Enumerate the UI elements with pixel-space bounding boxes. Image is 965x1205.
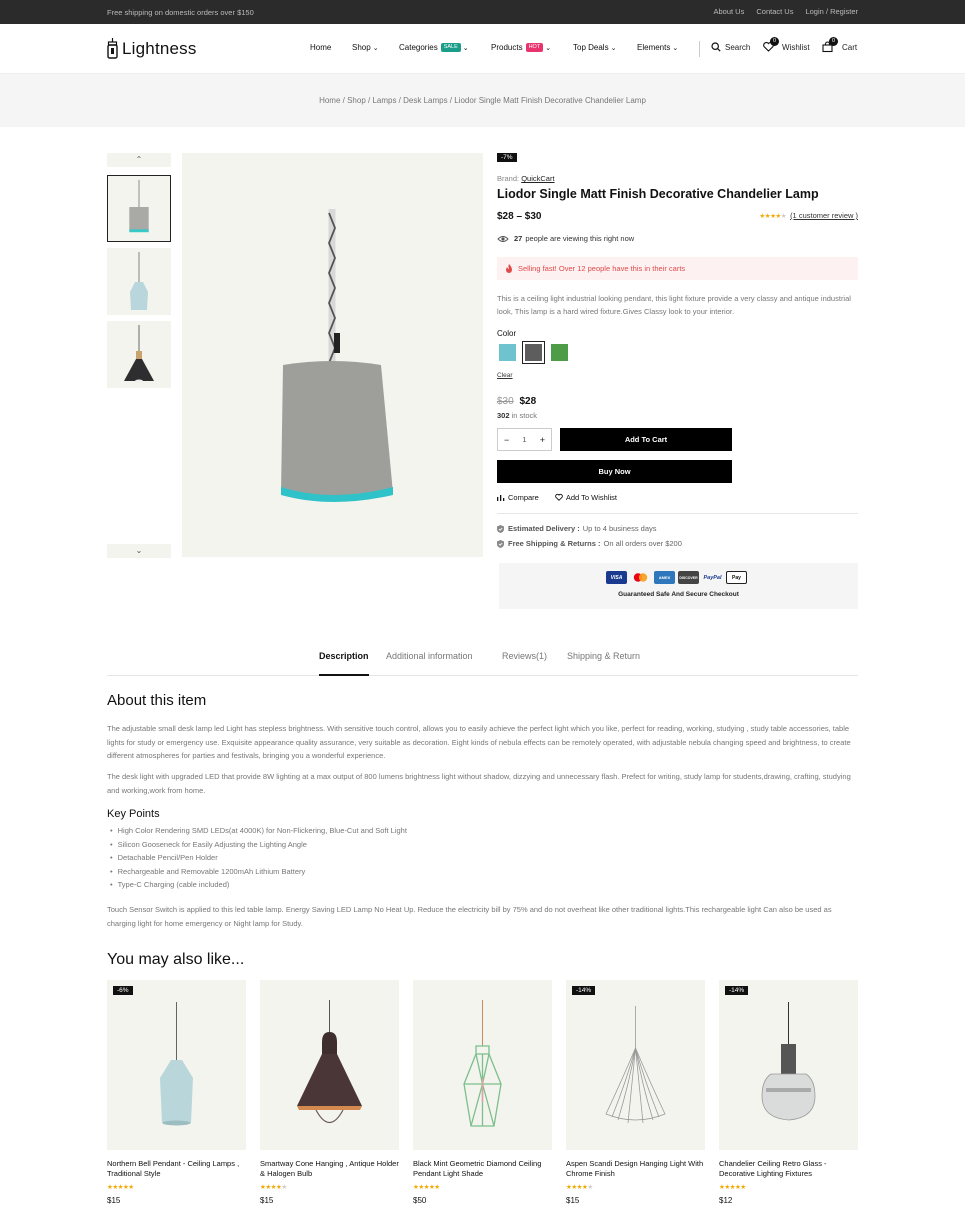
about-paragraph-3: Touch Sensor Switch is applied to this led table lamp. Energy Saving LED Lamp No Heat Up. Reduce the electricity bill by 75% and do not overheat like other traditional lights.This rechargeable light Can also be used as charging light for home emergency or Night lamp for Study. — [107, 905, 832, 928]
viewers-text: people are viewing this right now — [525, 234, 635, 243]
lantern-icon — [107, 38, 118, 60]
search-label: Search — [725, 42, 751, 52]
product-card-name[interactable]: Chandelier Ceiling Retro Glass - Decorative Lighting Fixtures — [719, 1159, 827, 1178]
product-tabs — [107, 645, 858, 676]
discount-badge: -7% — [497, 153, 517, 162]
stock-count: 302 — [497, 411, 510, 420]
brand-line — [497, 174, 555, 183]
fire-icon — [505, 264, 513, 274]
chevron-up-icon: ⌃ — [135, 155, 143, 164]
variant-price — [497, 396, 536, 407]
product-card-name[interactable]: Smartway Cone Hanging , Antique Holder & Halogen Bulb — [260, 1159, 399, 1178]
main-product-image[interactable] — [182, 153, 483, 557]
login-register-link[interactable]: Login / Register — [805, 7, 858, 16]
bell-pendant-image — [107, 980, 246, 1150]
chevron-down-icon: ⌄ — [372, 44, 379, 52]
tab-shipping-return[interactable]: Shipping & Return — [567, 651, 641, 661]
old-price: $30 — [497, 396, 514, 407]
tab-additional-information[interactable]: Additional information — [386, 651, 473, 661]
search-icon — [711, 42, 721, 52]
nav-home-label: Home — [310, 43, 332, 52]
brand-link[interactable]: QuickCart — [521, 174, 555, 183]
top-links — [702, 7, 859, 16]
shield-check-icon — [497, 525, 504, 533]
nav-top-deals-label: Top Deals — [573, 43, 609, 52]
cart-button[interactable] — [822, 38, 858, 52]
related-heading: You may also like... — [107, 951, 245, 968]
bar-chart-icon — [497, 494, 505, 501]
product-rating — [759, 211, 858, 220]
list-item: • Type-C Charging (cable included) — [110, 878, 407, 892]
geometric-cage-pendant-image — [413, 980, 552, 1150]
payment-logos — [606, 571, 747, 584]
list-item: • High Color Rendering SMD LEDs(at 4000K) for Non-Flickering, Blue-Cut and Soft Light — [110, 824, 407, 838]
product-card-name[interactable]: Black Mint Geometric Diamond Ceiling Pendant Light Shade — [413, 1159, 542, 1178]
site-header — [0, 24, 965, 74]
about-paragraph-2: The desk light with upgraded LED that provide 8W lighting at a max output of 800 lumens brightness light without shadow, dizzying and unnecessary flash. Prefect for writing, study lamp for students,drawing, crafting, studying and working,work from home. — [107, 772, 851, 795]
wishlist-count: 0 — [770, 37, 779, 46]
retro-glass-pendant-image — [719, 980, 858, 1150]
minus-icon[interactable]: − — [504, 434, 510, 445]
about-us-link[interactable]: About Us — [713, 7, 745, 16]
product-card-image[interactable] — [719, 980, 858, 1150]
nav-categories-label: Categories — [399, 43, 438, 52]
bag-icon — [822, 38, 836, 52]
product-card-image[interactable] — [260, 980, 399, 1150]
heart-icon — [763, 38, 777, 52]
selling-fast-alert — [497, 257, 858, 280]
star-rating-icon: ★★★★★ — [413, 1184, 440, 1191]
compare-button[interactable] — [497, 493, 539, 502]
promo-text: Free shipping on domestic orders over $150 — [107, 8, 254, 17]
sale-badge: SALE — [441, 43, 461, 52]
chevron-down-icon: ⌄ — [610, 44, 617, 52]
wishlist-button[interactable] — [763, 38, 810, 52]
list-item: • Rechargeable and Removable 1200mAh Lithium Battery — [110, 865, 407, 879]
product-card-image[interactable] — [107, 980, 246, 1150]
secure-caption: Guaranteed Safe And Secure Checkout — [618, 591, 739, 598]
star-rating-icon: ★★★★★ — [260, 1184, 287, 1191]
nav-home[interactable] — [310, 43, 331, 52]
product-card-image[interactable] — [566, 980, 705, 1150]
grey-pendant-lamp-image — [182, 153, 483, 557]
review-link[interactable]: (1 customer review ) — [790, 211, 858, 220]
plus-icon[interactable]: + — [539, 434, 545, 445]
tab-reviews[interactable]: Reviews(1) — [502, 651, 548, 661]
star-rating-icon: ★★★★★ — [719, 1184, 746, 1191]
paypal-logo: PayPal — [702, 571, 723, 584]
delivery-value: Up to 4 business days — [582, 524, 657, 533]
nav-top-deals[interactable] — [573, 43, 616, 52]
product-card-price: $15 — [566, 1196, 580, 1205]
clear-selection-link[interactable]: Clear — [497, 372, 513, 379]
brand-label: Brand: — [497, 174, 520, 183]
compare-label: Compare — [508, 493, 539, 502]
chevron-down-icon: ⌄ — [462, 44, 469, 52]
top-bar — [0, 0, 965, 24]
mastercard-logo — [630, 571, 651, 584]
scandi-pendant-image — [566, 980, 705, 1150]
live-viewers — [497, 234, 634, 243]
add-to-wishlist-button[interactable] — [555, 493, 617, 502]
buy-now-button[interactable]: Buy Now — [497, 460, 732, 483]
active-tab-indicator — [319, 674, 369, 676]
star-rating-icon: ★★★★★ — [566, 1184, 593, 1191]
key-points-list — [110, 824, 407, 892]
discount-badge: -14% — [572, 986, 595, 995]
tab-description[interactable]: Description — [319, 651, 369, 661]
stock-status — [497, 411, 537, 420]
chevron-down-icon: ⌄ — [672, 44, 679, 52]
product-card-name[interactable]: Northern Bell Pendant - Ceiling Lamps , Traditional Style — [107, 1159, 240, 1178]
nav-elements[interactable] — [637, 43, 678, 52]
cart-label: Cart — [842, 42, 858, 52]
black-pendant-thumb — [107, 321, 171, 388]
nav-shop-label: Shop — [352, 43, 371, 52]
star-rating-icon: ★★★★★ — [107, 1184, 134, 1191]
contact-us-link[interactable]: Contact Us — [756, 7, 794, 16]
search-button[interactable] — [711, 42, 750, 52]
short-description: This is a ceiling light industrial looking pendant, this light fixture provide a very classy and antique industrial look, This lamp is a hard wired fixture.Gives Classy look to your interior. — [497, 294, 851, 316]
color-swatch-grey[interactable] — [525, 344, 542, 361]
grey-pendant-thumb — [108, 176, 170, 241]
quantity-stepper — [497, 428, 552, 451]
add-to-cart-button[interactable]: Add To Cart — [560, 428, 732, 451]
cart-count: 0 — [829, 37, 838, 46]
divider — [497, 513, 858, 514]
color-swatch-green[interactable] — [551, 344, 568, 361]
cone-pendant-image — [260, 980, 399, 1150]
free-shipping-returns — [497, 539, 682, 548]
header-divider — [699, 41, 700, 57]
product-card-price: $12 — [719, 1196, 733, 1205]
product-card-name[interactable]: Aspen Scandi Design Hanging Light With Chrome Finish — [566, 1159, 704, 1178]
list-item: • Silicon Gooseneck for Easily Adjusting the Lighting Angle — [110, 838, 407, 852]
logo-text: Lightness — [122, 39, 197, 58]
list-item: • Detachable Pencil/Pen Holder — [110, 851, 407, 865]
discover-logo: DISCOVER — [678, 571, 699, 584]
stock-text: in stock — [511, 411, 538, 420]
about-heading: About this item — [107, 692, 207, 709]
delivery-label: Estimated Delivery : — [508, 524, 580, 533]
shipping-label: Free Shipping & Returns : — [508, 539, 601, 548]
breadcrumb-bar — [0, 74, 965, 127]
price-range: $28 – $30 — [497, 211, 542, 222]
hot-badge: HOT — [526, 43, 544, 52]
heart-icon — [555, 494, 563, 501]
product-card-image[interactable] — [413, 980, 552, 1150]
product-card-price: $15 — [107, 1196, 121, 1205]
quantity-input[interactable] — [515, 435, 535, 444]
nav-products-label: Products — [491, 43, 523, 52]
logo[interactable] — [107, 38, 197, 60]
alert-text: Selling fast! Over 12 people have this in their carts — [518, 264, 686, 273]
breadcrumb[interactable]: Home / Shop / Lamps / Desk Lamps / Liodor Single Matt Finish Decorative Chandelier Lamp — [319, 96, 646, 105]
thumb-next-button[interactable] — [107, 544, 171, 558]
thumbnail-2[interactable] — [107, 248, 171, 315]
product-card-price: $50 — [413, 1196, 427, 1205]
product-card-price: $15 — [260, 1196, 274, 1205]
nav-shop[interactable] — [352, 43, 379, 52]
estimated-delivery — [497, 524, 657, 533]
secondary-actions — [497, 493, 617, 502]
current-price: $28 — [519, 396, 537, 407]
secure-checkout-box — [499, 563, 858, 609]
viewers-count: 27 — [514, 234, 523, 243]
thumbnail-1[interactable] — [107, 175, 171, 242]
star-rating-icon: ★★★★★ — [759, 212, 787, 220]
about-paragraph-1: The adjustable small desk lamp led Light has stepless brightness. With sensitive touch control, allows you to easily achieve the perfect light which you like, perfect for reading, working, studying , study table accessories, table lights for study or emergency use. Exquisite appearance quality assurance, very suitable as decoration. Eight kinds of nebula effects can be remotely operated, with adjustable nebula changing speed and brightness, to create different atmospheres for parties and festivals, bringing you a wonderful experience. — [107, 724, 851, 760]
chevron-down-icon: ⌄ — [135, 546, 143, 555]
color-label: Color — [497, 329, 517, 338]
discount-badge: -6% — [113, 986, 133, 995]
product-title: Liodor Single Matt Finish Decorative Chandelier Lamp — [497, 187, 819, 201]
nav-categories[interactable] — [399, 43, 469, 52]
color-swatch-teal[interactable] — [499, 344, 516, 361]
key-points-heading: Key Points — [107, 808, 160, 820]
apple-pay-logo: Pay — [726, 571, 747, 584]
nav-products[interactable] — [491, 43, 551, 52]
thumb-prev-button[interactable] — [107, 153, 171, 167]
nav-elements-label: Elements — [637, 43, 671, 52]
visa-logo: VISA — [606, 571, 627, 584]
amex-logo: AMEX — [654, 571, 675, 584]
discount-badge: -14% — [725, 986, 748, 995]
thumbnail-3[interactable] — [107, 321, 171, 388]
chevron-down-icon: ⌄ — [545, 44, 552, 52]
add-to-wishlist-label: Add To Wishlist — [565, 493, 617, 502]
eye-icon — [497, 235, 509, 243]
wishlist-label: Wishlist — [782, 42, 810, 52]
blue-pendant-thumb — [107, 248, 171, 315]
shipping-value: On all orders over $200 — [603, 539, 682, 548]
shield-check-icon — [497, 540, 504, 548]
